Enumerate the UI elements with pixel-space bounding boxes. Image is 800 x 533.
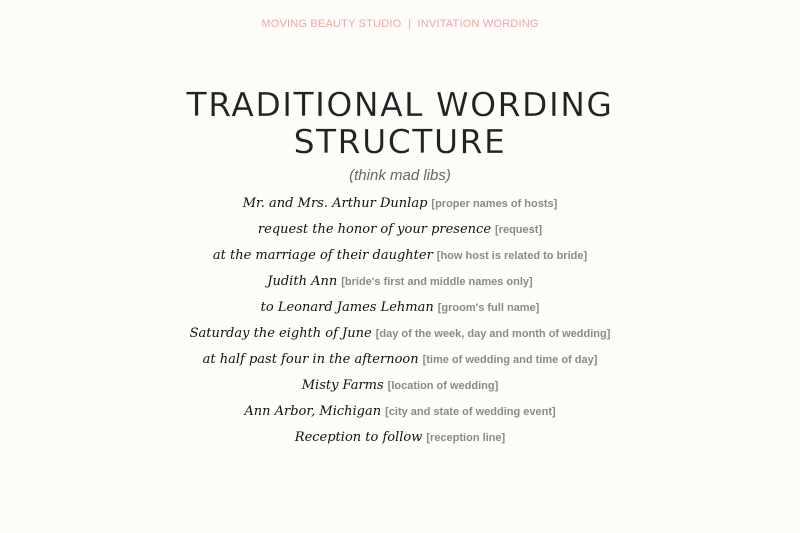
wording-hint: [how host is related to bride] [436, 250, 588, 262]
wording-text: Ann Arbor, Michigan [244, 404, 382, 419]
wording-hint: [location of wedding] [387, 380, 499, 392]
wording-line [0, 297, 800, 323]
wording-list [0, 193, 800, 453]
wording-line [0, 323, 800, 349]
wording-text: at the marriage of their daughter [212, 248, 433, 263]
wording-line [0, 375, 800, 401]
wording-hint: [bride's first and middle names only] [341, 276, 533, 288]
studio-name-link[interactable]: MOVING BEAUTY STUDIO [261, 18, 402, 30]
wording-hint: [reception line] [426, 432, 506, 444]
wording-line [0, 349, 800, 375]
subtitle: (think mad libs) [349, 167, 451, 184]
wording-text: to Leonard James Lehman [260, 300, 434, 315]
site-header [0, 18, 800, 30]
wording-hint: [groom's full name] [437, 302, 540, 314]
wording-text: Judith Ann [267, 274, 338, 289]
wording-text: Reception to follow [294, 430, 423, 445]
wording-line [0, 401, 800, 427]
wording-text: Saturday the eighth of June [189, 326, 372, 341]
wording-text: Mr. and Mrs. Arthur Dunlap [242, 196, 428, 211]
wording-text: request the honor of your presence [257, 222, 492, 237]
wording-line [0, 427, 800, 453]
section-name-link[interactable]: INVITATION WORDING [417, 18, 539, 30]
wording-line [0, 271, 800, 297]
wording-hint: [proper names of hosts] [431, 198, 558, 210]
wording-text: Misty Farms [301, 378, 384, 393]
wording-hint: [time of wedding and time of day] [422, 354, 598, 366]
wording-text: at half past four in the afternoon [202, 352, 419, 367]
title-line-1: TRADITIONAL WORDING [186, 85, 614, 124]
wording-line [0, 245, 800, 271]
header-separator: | [407, 18, 411, 30]
wording-hint: [city and state of wedding event] [385, 406, 556, 418]
wording-hint: [day of the week, day and month of wedding] [375, 328, 611, 340]
title-line-2: STRUCTURE [293, 122, 507, 161]
wording-line [0, 219, 800, 245]
wording-line [0, 193, 800, 219]
page-title [0, 86, 800, 160]
wording-hint: [request] [495, 224, 543, 236]
